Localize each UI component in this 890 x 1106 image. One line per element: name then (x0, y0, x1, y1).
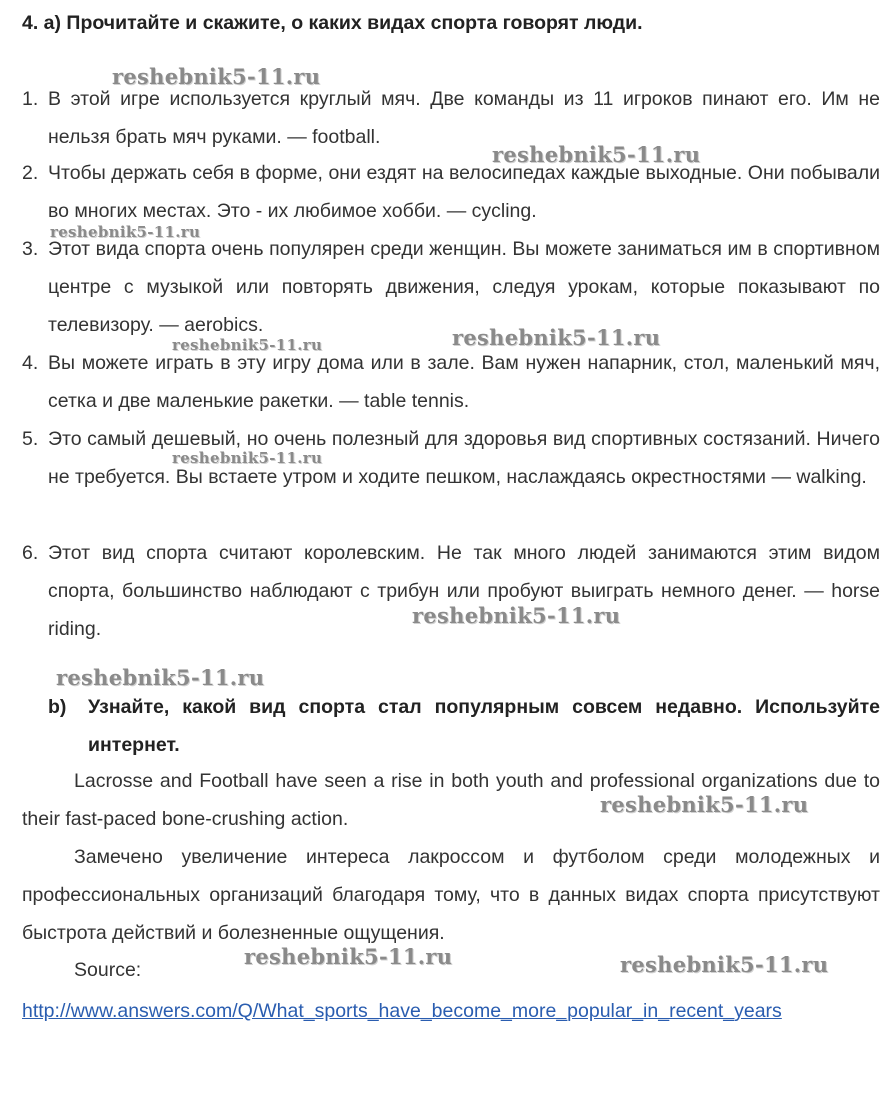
item-number: 4. (22, 352, 39, 374)
watermark: reshebnik5-11.ru (600, 792, 809, 817)
watermark: reshebnik5-11.ru (56, 665, 265, 690)
watermark: reshebnik5-11.ru (412, 603, 621, 628)
watermark: reshebnik5-11.ru (112, 64, 321, 89)
item-number: 1. (22, 88, 39, 110)
list-item (22, 344, 880, 420)
item-number: 2. (22, 162, 39, 184)
exercise-heading: 4. а) Прочитайте и скажите, о каких видах спорта говорят люди. (22, 12, 643, 34)
list-item (22, 230, 880, 344)
item-text: Этот вид спорта считают королевским. Не так много людей занимаются этим видом спорта, большинство наблюдают с трибун или пробуют выиграть немного денег. — horse riding. (48, 542, 880, 640)
list-item (22, 80, 880, 156)
watermark: reshebnik5-11.ru (492, 142, 701, 167)
item-text: Это самый дешевый, но очень полезный для здоровья вид спортивных состязаний. Ничего не требуется. Вы встаете утром и ходите пешком, наслаждаясь окрестностями — walking. (48, 428, 880, 488)
task-b (48, 688, 880, 764)
task-b-text: Узнайте, какой вид спорта стал популярным совсем недавно. Используйте интернет. (88, 696, 880, 756)
answer-english: Lacrosse and Football have seen a rise in both youth and professional organizations due to their fast-paced bone-crushing action. (22, 770, 880, 830)
item-number: 6. (22, 542, 39, 564)
list-item (22, 420, 880, 496)
watermark: reshebnik5-11.ru (620, 952, 829, 977)
watermark: reshebnik5-11.ru (172, 449, 323, 467)
list-item (22, 154, 880, 230)
watermark: reshebnik5-11.ru (244, 944, 453, 969)
item-text: В этой игре используется круглый мяч. Две команды из 11 игроков пинают его. Им не нельзя брать мяч руками. — football. (48, 88, 880, 148)
task-b-label: b) (48, 696, 67, 718)
item-number: 5. (22, 428, 39, 450)
item-text: Этот вида спорта очень популярен среди женщин. Вы можете заниматься им в спортивном центре с музыкой или повторять движения, следуя урокам, которые показывают по телевизору. — aerobics. (48, 238, 880, 336)
watermark: reshebnik5-11.ru (172, 336, 323, 354)
list-item (22, 534, 880, 648)
item-text: Чтобы держать себя в форме, они ездят на велосипедах каждые выходные. Они побывали во многих местах. Это - их любимое хобби. — cycling. (48, 162, 880, 222)
item-text: Вы можете играть в эту игру дома или в зале. Вам нужен напарник, стол, маленький мяч, сетка и две маленькие ракетки. — table tennis. (48, 352, 880, 412)
item-number: 3. (22, 238, 39, 260)
watermark: reshebnik5-11.ru (452, 325, 661, 350)
source-label: Source: (74, 959, 142, 981)
source-link[interactable]: http://www.answers.com/Q/What_sports_have_become_more_popular_in_recent_years (22, 1000, 782, 1022)
watermark: reshebnik5-11.ru (50, 223, 201, 241)
answer-russian: Замечено увеличение интереса лакроссом и футболом среди молодежных и профессиональных организаций благодаря тому, что в данных видах спорта присутствуют быстрота действий и болезненные ощущения. (22, 846, 880, 944)
